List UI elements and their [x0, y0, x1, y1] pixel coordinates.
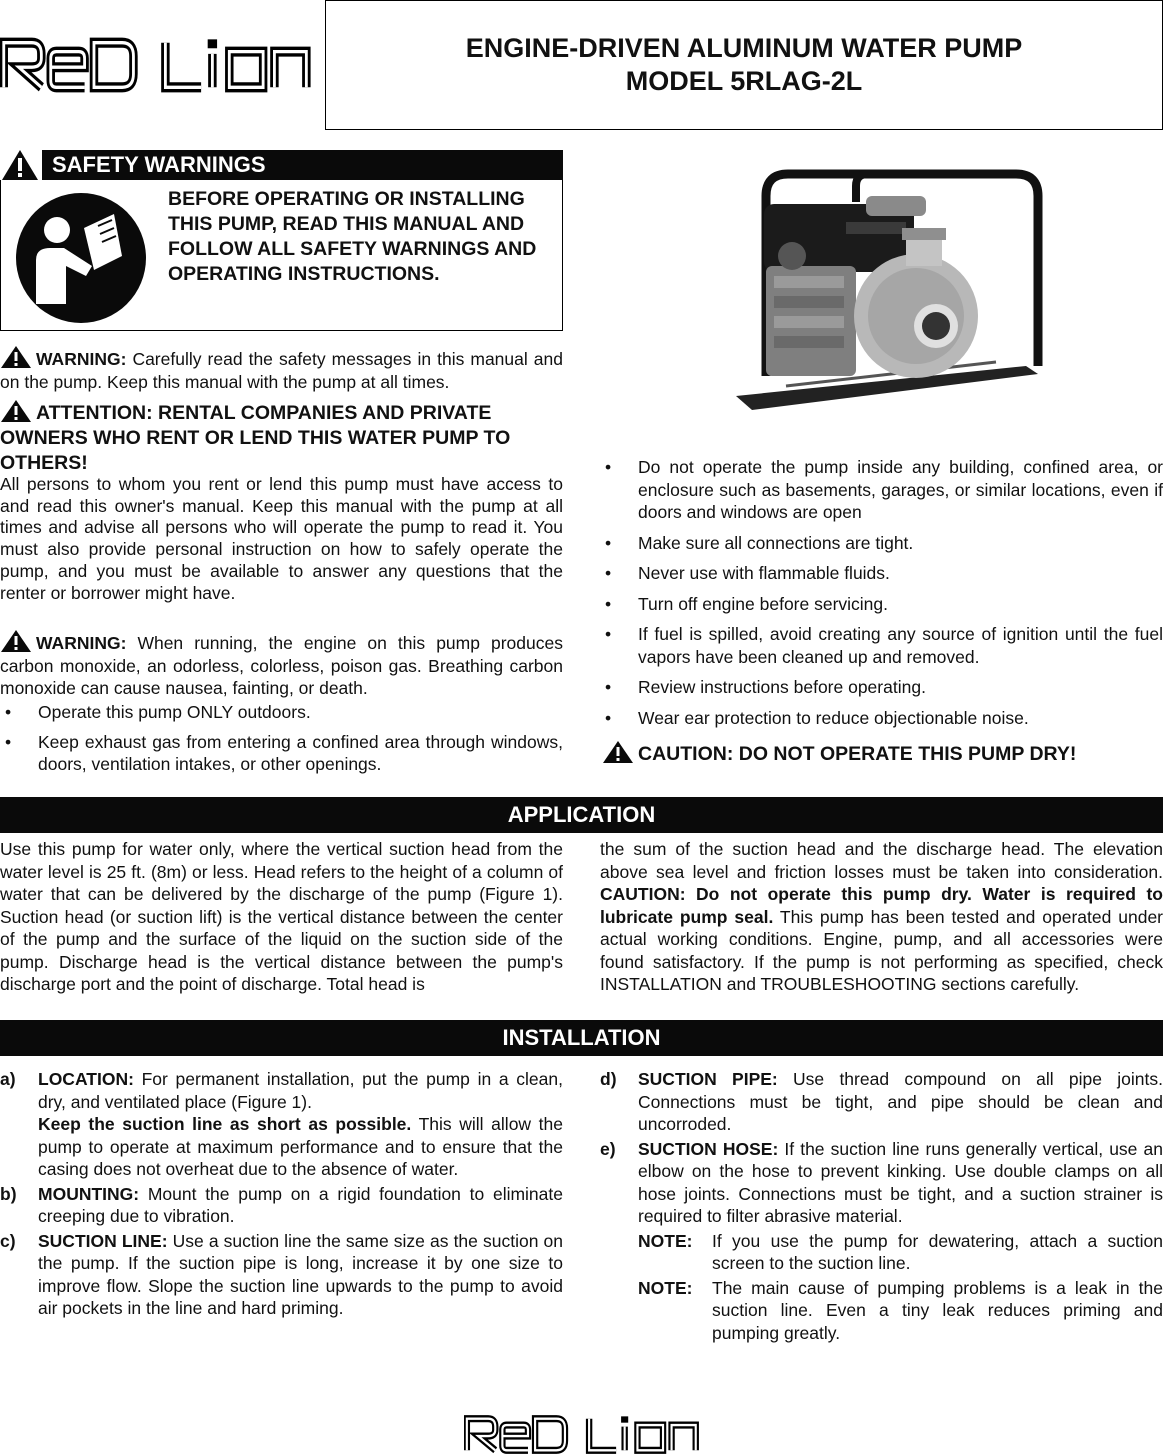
- note-text: The main cause of pumping problems is a leak in the suction line. Even a tiny leak reduces priming and pumping greatly.: [712, 1277, 1163, 1343]
- item-emphasis: Keep the suction line as short as possible.: [38, 1114, 412, 1134]
- item-text: If the suction line runs generally vertical, use an elbow on the hose to prevent kinking. Use double clamps on all hose joints. Connections must be tight, and a suction strainer is required to filter abrasive material.: [638, 1138, 1163, 1226]
- bullet-text: Operate this pump ONLY outdoors.: [38, 702, 311, 722]
- bullet: •: [605, 593, 612, 614]
- bullet-text: Keep exhaust gas from entering a confined area through windows, doors, ventilation intakes, or other openings.: [38, 731, 563, 774]
- installation-left-column: [0, 1068, 563, 1320]
- list-item: [600, 593, 1163, 616]
- warning-triangle-icon: [602, 741, 634, 763]
- warning-text: When running, the engine on this pump produces carbon monoxide, an odorless, colorless, poison gas. Breathing carbon monoxide can cause nausea, fainting, or death.: [0, 633, 563, 698]
- application-text: the sum of the suction head and the discharge head. The elevation above sea level and friction losses must be taken into consideration.: [600, 839, 1163, 882]
- brand-logo: [0, 36, 312, 94]
- item-title: SUCTION PIPE:: [638, 1069, 778, 1089]
- bullet: •: [5, 702, 12, 722]
- list-item: [0, 701, 563, 724]
- left-bullet-list: [0, 701, 563, 776]
- item-text: This will allow the pump to operate at maximum performance and to ensure that the casing does not overheat due to the absence of water.: [38, 1114, 564, 1179]
- item-text: Mount the pump on a rigid foundation to eliminate creeping due to vibration.: [38, 1183, 563, 1226]
- warning-triangle-icon: [0, 346, 32, 368]
- application-text-right: [600, 838, 1163, 996]
- item-title: MOUNTING:: [38, 1183, 140, 1204]
- pump-photo: [726, 166, 1044, 420]
- application-caution: CAUTION: Do not operate this pump dry. Water is required to lubricate pump seal.: [600, 884, 1163, 927]
- bullet-text: Turn off engine before servicing.: [638, 593, 889, 614]
- installation-title: INSTALLATION: [502, 1024, 661, 1050]
- attention-heading-text: ATTENTION: RENTAL COMPANIES AND PRIVATE OWNERS WHO RENT OR LEND THIS WATER PUMP TO OTHERS!: [0, 402, 511, 474]
- installation-item-mounting: [0, 1183, 563, 1228]
- item-text: For permanent installation, put the pump in a clean, dry, and ventilated place (Figure 1).: [38, 1069, 563, 1112]
- item-text: Use a suction line the same size as the suction on the pump. If the suction pipe is long, increase it by one size to improve flow. Slope the suction line upwards to the pump to avoid air pockets in the line and hard priming.: [38, 1230, 563, 1318]
- document-title-box: [325, 0, 1163, 130]
- bullet: •: [605, 563, 612, 583]
- installation-item-suction-line: [0, 1230, 563, 1320]
- item-label: a): [0, 1069, 16, 1089]
- attention-heading: [0, 400, 563, 476]
- warning-text: Carefully read the safety messages in this manual and on the pump. Keep this manual with the pump at all times.: [0, 349, 563, 392]
- bullet: •: [605, 707, 612, 728]
- item-text: Use thread compound on all pipe joints. Connections must be tight, and pipe should be clean and uncorroded.: [638, 1069, 1163, 1134]
- installation-header: [0, 1020, 1163, 1056]
- right-bullet-list: [600, 456, 1163, 729]
- item-title: LOCATION:: [38, 1069, 134, 1089]
- note-text: If you use the pump for dewatering, attach a suction screen to the suction line.: [712, 1230, 1163, 1273]
- list-item: [600, 532, 1163, 555]
- warning-read-manual: [0, 346, 563, 393]
- bullet: •: [605, 624, 612, 644]
- bullet: •: [605, 457, 612, 477]
- caution-dry-run: [602, 741, 1163, 767]
- bullet-text: Never use with flammable fluids.: [638, 563, 890, 583]
- list-item: [600, 623, 1163, 668]
- item-title: SUCTION HOSE:: [638, 1138, 779, 1159]
- note-label: NOTE:: [638, 1230, 693, 1251]
- installation-item-suction-hose: [600, 1138, 1163, 1345]
- list-item: [600, 562, 1163, 585]
- item-label: e): [600, 1138, 616, 1159]
- caution-text: CAUTION: DO NOT OPERATE THIS PUMP DRY!: [638, 743, 1077, 765]
- installation-note: [638, 1230, 1163, 1275]
- safety-warnings-header: [0, 150, 563, 180]
- bullet-text: Make sure all connections are tight.: [638, 532, 914, 553]
- item-title: SUCTION LINE:: [38, 1230, 168, 1251]
- bullet-text: If fuel is spilled, avoid creating any source of ignition until the fuel vapors have been cleaned up and removed.: [638, 624, 1163, 667]
- attention-paragraph: All persons to whom you rent or lend this pump must have access to and read this owner's manual. Keep this manual with the pump at all times and advise all persons who will operate the pump to read it. You must also provide personal instruction on how to safely operate the pump, and you must be available to answer any questions that the renter or borrower might have.: [0, 474, 563, 603]
- safety-warnings-title: SAFETY WARNINGS: [52, 151, 266, 177]
- read-manual-icon: [14, 192, 148, 324]
- model-number: MODEL 5RLAG-2L: [625, 66, 863, 96]
- installation-item-location: [0, 1068, 563, 1181]
- item-label: c): [0, 1230, 16, 1251]
- warning-label: WARNING:: [36, 349, 127, 369]
- warning-label: WARNING:: [36, 633, 127, 653]
- application-title: APPLICATION: [507, 801, 656, 827]
- installation-note: [638, 1277, 1163, 1345]
- bullet: •: [605, 677, 612, 697]
- item-label: b): [0, 1183, 17, 1204]
- installation-right-column: [600, 1068, 1163, 1344]
- list-item: [0, 731, 563, 776]
- bullet-text: Do not operate the pump inside any building, confined area, or enclosure such as basements, garages, or similar locations, even if doors and windows are open: [638, 457, 1163, 522]
- item-label: d): [600, 1069, 617, 1089]
- brand-logo-footer: [464, 1414, 700, 1455]
- bullet: •: [5, 731, 12, 752]
- list-item: [600, 707, 1163, 730]
- bullet-text: Review instructions before operating.: [638, 677, 926, 697]
- list-item: [600, 456, 1163, 524]
- bullet: •: [605, 532, 612, 553]
- bullet-text: Wear ear protection to reduce objectionable noise.: [638, 707, 1029, 728]
- warning-triangle-icon: [0, 150, 42, 180]
- application-text: This pump has been tested and operated under actual working conditions. Engine, pump, and all accessories were found satisfactory. If the pump is not performing as specified, check INSTALLATION and TROUBLESHOOTING sections carefully.: [600, 906, 1163, 994]
- read-manual-instruction: BEFORE OPERATING OR INSTALLING THIS PUMP, READ THIS MANUAL AND FOLLOW ALL SAFETY WARNINGS AND OPERATING INSTRUCTIONS.: [168, 188, 537, 285]
- warning-triangle-icon: [0, 400, 32, 422]
- warning-triangle-icon: [0, 630, 32, 652]
- warning-carbon-monoxide: [0, 630, 563, 700]
- note-label: NOTE:: [638, 1277, 693, 1298]
- list-item: [600, 676, 1163, 699]
- installation-item-suction-pipe: [600, 1068, 1163, 1136]
- document-title: ENGINE-DRIVEN ALUMINUM WATER PUMP: [465, 33, 1023, 63]
- application-text-left: Use this pump for water only, where the vertical suction head from the water level is 25 ft. (8m) or less. Head refers to the height of a column of water that can be delivered by the discharge of the pump (Figure 1). Suction head (or suction lift) is the vertical distance between the center of the pump and the surface of the liquid on the suction side of the pump. Discharge head is the vertical distance between the pump's discharge port and the point of discharge. Total head is: [0, 839, 563, 994]
- application-header: [0, 797, 1163, 833]
